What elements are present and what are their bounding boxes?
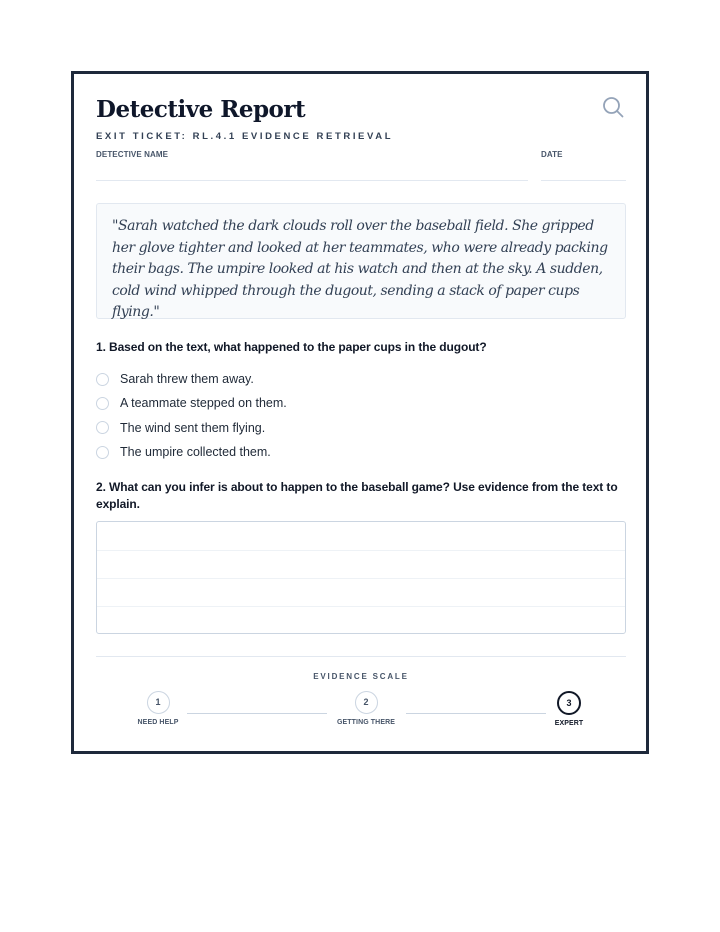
- option-label: A teammate stepped on them.: [120, 396, 287, 411]
- answer-textarea[interactable]: [96, 521, 626, 634]
- answer-rule: [97, 550, 625, 551]
- option-c[interactable]: [96, 416, 626, 440]
- date-label: DATE: [541, 150, 563, 159]
- scale-step-3[interactable]: [524, 691, 614, 727]
- answer-rule: [97, 606, 625, 607]
- exit-ticket-card: [71, 71, 649, 754]
- option-label: The wind sent them flying.: [120, 420, 266, 435]
- radio-button[interactable]: [96, 421, 109, 434]
- search-icon: [602, 96, 624, 118]
- answer-rule: [97, 578, 625, 579]
- question-2-prompt: 2. What can you infer is about to happen to the baseball game? Use evidence from the text to explain.: [96, 480, 618, 511]
- scale-step-label: NEED HELP: [137, 719, 179, 726]
- scale-step-label: EXPERT: [554, 720, 584, 727]
- option-label: The umpire collected them.: [120, 445, 271, 460]
- detective-name-field[interactable]: [96, 180, 528, 181]
- scale-connector: [187, 713, 327, 714]
- scale-step-label: GETTING THERE: [336, 719, 396, 726]
- date-field[interactable]: [541, 180, 626, 181]
- scale-step-1[interactable]: [113, 691, 203, 726]
- question-1-options: [96, 367, 626, 464]
- radio-button[interactable]: [96, 446, 109, 459]
- reading-passage: "Sarah watched the dark clouds roll over the baseball field. She gripped her glove tighter and looked at her teammates, who were already packing their bags. The umpire looked at his watch and then at the sky. A sudden, cold wind whipped through the dugout, sending a stack of paper cups flying.": [96, 203, 626, 319]
- divider: [96, 656, 626, 657]
- option-d[interactable]: [96, 440, 626, 464]
- scale-step-circle: 2: [355, 691, 378, 714]
- card-content: [96, 74, 624, 751]
- page-title: Detective Report: [96, 96, 306, 123]
- option-b[interactable]: [96, 391, 626, 415]
- scale-step-circle: 3: [557, 691, 581, 715]
- option-label: Sarah threw them away.: [120, 372, 254, 387]
- radio-button[interactable]: [96, 373, 109, 386]
- evidence-scale-title: EVIDENCE SCALE: [313, 672, 409, 681]
- detective-name-label: DETECTIVE NAME: [96, 150, 169, 159]
- radio-button[interactable]: [96, 397, 109, 410]
- scale-step-2[interactable]: [321, 691, 411, 726]
- option-a[interactable]: [96, 367, 626, 391]
- subtitle: EXIT TICKET: RL.4.1 EVIDENCE RETRIEVAL: [96, 131, 394, 142]
- question-1-prompt: 1. Based on the text, what happened to the paper cups in the dugout?: [96, 340, 487, 354]
- scale-step-circle: 1: [147, 691, 170, 714]
